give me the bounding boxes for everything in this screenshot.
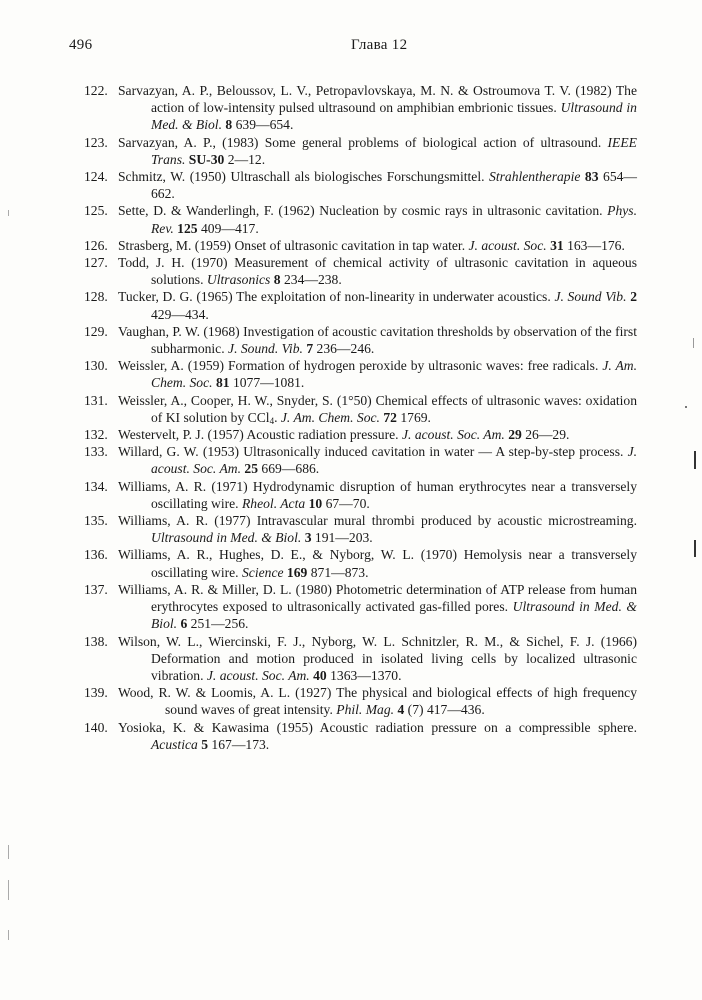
reference-item bbox=[0, 546, 702, 580]
reference-pages: 236—246. bbox=[316, 341, 375, 357]
reference-title: Acoustic radiation pressure on a compressible sphere. bbox=[319, 719, 637, 735]
reference-year: (1927) bbox=[295, 685, 332, 701]
reference-journal: J. acoust. Soc. Am. bbox=[206, 667, 310, 683]
reference-pages: 429—434. bbox=[151, 306, 209, 322]
reference-volume: 5 bbox=[201, 736, 209, 752]
reference-authors: Sette, D. & Wanderlingh, F. bbox=[118, 203, 274, 219]
reference-title: The physical and biological effects of high frequency sound waves of great intensity. bbox=[165, 685, 637, 718]
reference-journal: Ultrasound in Med. & Biol. bbox=[151, 530, 302, 546]
reference-item bbox=[0, 426, 702, 443]
reference-year: (1971) bbox=[211, 478, 248, 494]
reference-number: 137. bbox=[84, 581, 108, 597]
reference-authors: Westervelt, P. J. bbox=[118, 427, 205, 443]
reference-item bbox=[0, 443, 702, 477]
reference-item bbox=[0, 168, 702, 202]
reference-title-subscript: 4 bbox=[269, 415, 275, 426]
reference-body bbox=[118, 134, 637, 168]
reference-authors: Weissler, A. bbox=[118, 358, 184, 374]
reference-title: Ultrasonically induced cavitation in water — A step-by-step process. bbox=[243, 444, 624, 460]
reference-journal: J. acoust. Soc. bbox=[468, 237, 547, 253]
reference-journal: Phys. Rev. bbox=[151, 203, 637, 236]
reference-body bbox=[118, 202, 637, 236]
reference-number: 122. bbox=[84, 83, 108, 98]
reference-year: (1°50) bbox=[336, 392, 372, 408]
reference-year: (1977) bbox=[214, 513, 251, 529]
reference-title: Acoustic radiation pressure. bbox=[246, 427, 399, 443]
reference-year: (1957) bbox=[207, 427, 244, 443]
reference-volume: 6 bbox=[180, 616, 188, 632]
reference-year: (1950) bbox=[189, 169, 226, 185]
reference-volume: 169 bbox=[286, 564, 308, 580]
reference-title: Nucleation by cosmic rays in ultrasonic cavitation. bbox=[319, 203, 603, 219]
reference-number: 125. bbox=[84, 203, 108, 219]
reference-volume: 25 bbox=[244, 461, 258, 477]
reference-body bbox=[118, 82, 637, 134]
reference-title: Formation of hydrogen peroxide by ultrasonic waves: free radicals. bbox=[227, 358, 599, 374]
reference-volume: SU-30 bbox=[188, 151, 225, 167]
reference-pages: 417—436. bbox=[426, 702, 485, 718]
reference-pages: 26—29. bbox=[525, 427, 570, 443]
scan-mark bbox=[694, 451, 696, 469]
reference-pages: 167—173. bbox=[211, 736, 270, 752]
reference-year: (1970) bbox=[191, 255, 228, 271]
reference-year: (1959) bbox=[187, 358, 224, 374]
reference-body bbox=[118, 254, 637, 288]
reference-number: 133. bbox=[84, 444, 108, 460]
reference-pages: 409—417. bbox=[200, 220, 259, 236]
reference-title-end: . bbox=[274, 409, 278, 425]
reference-journal: Phil. Mag. bbox=[336, 702, 395, 718]
reference-year: (1953) bbox=[202, 444, 240, 460]
reference-item bbox=[0, 478, 702, 512]
reference-volume: 72 bbox=[383, 409, 397, 425]
reference-title: Ultraschall als biologisches Forschungsmittel. bbox=[230, 169, 485, 185]
reference-pages: 163—176. bbox=[567, 237, 625, 253]
reference-volume: 3 bbox=[304, 530, 312, 546]
reference-body bbox=[118, 546, 637, 580]
reference-authors: Weissler, A., Cooper, H. W., Snyder, S. bbox=[118, 392, 333, 408]
reference-volume: 29 bbox=[508, 427, 522, 443]
reference-authors: Todd, J. H. bbox=[118, 255, 185, 271]
reference-year: (1962) bbox=[278, 203, 315, 219]
reference-number: 139. bbox=[84, 685, 108, 701]
reference-authors: Strasberg, M. bbox=[118, 237, 192, 253]
reference-item bbox=[0, 719, 702, 753]
reference-pages: 251—256. bbox=[190, 616, 249, 632]
reference-authors: Wood, R. W. & Loomis, A. L. bbox=[118, 685, 291, 701]
reference-authors: Tucker, D. G. bbox=[118, 289, 193, 305]
reference-authors: Vaughan, P. W. bbox=[118, 323, 200, 339]
reference-volume: 8 bbox=[273, 272, 281, 288]
reference-authors: Williams, A. R. & Miller, D. L. bbox=[118, 581, 292, 597]
reference-volume: 31 bbox=[550, 237, 564, 253]
reference-year: (1955) bbox=[276, 719, 313, 735]
reference-journal: Ultrasound in Med. & Biol. bbox=[151, 100, 637, 133]
reference-authors: Williams, A. R., Hughes, D. E., & Nyborg, W. L. bbox=[118, 547, 415, 563]
reference-item bbox=[0, 512, 702, 546]
reference-journal: Ultrasound in Med. & Biol. bbox=[151, 599, 638, 632]
reference-journal: J. Sound. Vib. bbox=[228, 341, 303, 357]
reference-body bbox=[118, 288, 637, 322]
reference-title: Onset of ultrasonic cavitation in tap water. bbox=[234, 237, 466, 253]
reference-number: 123. bbox=[84, 134, 108, 150]
scan-mark bbox=[8, 930, 9, 940]
reference-journal: J. Am. Chem. Soc. bbox=[151, 358, 638, 391]
reference-item bbox=[0, 202, 702, 236]
reference-item bbox=[0, 237, 702, 254]
reference-journal: J. Sound Vib. bbox=[554, 289, 627, 305]
reference-body bbox=[118, 426, 637, 443]
reference-pages: 669—686. bbox=[261, 461, 320, 477]
reference-body bbox=[118, 684, 637, 718]
reference-volume: 10 bbox=[308, 495, 323, 511]
reference-year: (1966) bbox=[600, 633, 637, 649]
reference-title: Investigation of acoustic cavitation thresholds by observation of the first subharmonic. bbox=[151, 323, 637, 357]
reference-volume: 125 bbox=[177, 220, 198, 236]
scan-mark bbox=[8, 845, 9, 859]
reference-title: Some general problems of biological action of ultrasound. bbox=[264, 134, 602, 150]
reference-body bbox=[118, 443, 638, 477]
reference-number: 130. bbox=[84, 358, 108, 374]
chapter-title: Глава 12 bbox=[351, 37, 408, 53]
reference-year: (1970) bbox=[420, 547, 458, 563]
reference-title: The exploitation of non-linearity in underwater acoustics. bbox=[236, 289, 551, 305]
reference-year: (1968) bbox=[203, 323, 240, 339]
reference-pages: 1769. bbox=[400, 409, 431, 425]
reference-volume: 81 bbox=[215, 375, 230, 391]
reference-item bbox=[0, 633, 702, 685]
reference-journal: J. acoust. Soc. Am. bbox=[151, 444, 638, 477]
reference-volume: 7 bbox=[306, 341, 314, 357]
reference-body bbox=[118, 237, 637, 254]
reference-title: Deformation and motion produced in isolated living cells by localized ultrasonic vibration. bbox=[151, 650, 637, 683]
reference-year: (1965) bbox=[196, 289, 233, 305]
reference-journal: Rheol. Acta bbox=[242, 495, 306, 511]
reference-item bbox=[0, 134, 702, 168]
reference-item bbox=[0, 288, 702, 322]
reference-journal: J. Am. Chem. Soc. bbox=[280, 409, 380, 425]
reference-authors: Yosioka, K. & Kawasima bbox=[118, 719, 270, 735]
reference-title: Measurement of chemical activity of ultrasonic cavitation in aqueous solutions. bbox=[151, 255, 637, 288]
reference-year: (1982) bbox=[575, 83, 612, 98]
page-number: 496 bbox=[69, 37, 93, 53]
reference-title: Hemolysis near a transversely oscillating wire. bbox=[151, 547, 637, 580]
reference-journal: Science bbox=[242, 564, 284, 580]
reference-body bbox=[118, 323, 637, 357]
reference-volume: 83 bbox=[584, 169, 599, 185]
reference-volume: 40 bbox=[313, 667, 327, 683]
reference-body bbox=[118, 478, 638, 512]
reference-title: Chemical effects of ultrasonic waves: oxidation of KI solution by CCl bbox=[151, 392, 638, 425]
reference-title: The action of low-intensity pulsed ultrasound on amphibian embrionic tissues. bbox=[151, 83, 637, 116]
reference-item bbox=[0, 254, 702, 288]
reference-pages: 871—873. bbox=[310, 564, 369, 580]
reference-body bbox=[118, 168, 638, 202]
reference-number: 134. bbox=[84, 478, 108, 494]
reference-number: 127. bbox=[84, 255, 108, 271]
reference-year: (1983) bbox=[222, 134, 259, 150]
reference-body bbox=[118, 392, 638, 426]
reference-number: 126. bbox=[84, 237, 108, 253]
reference-item bbox=[0, 82, 702, 134]
reference-authors: Willard, G. W. bbox=[118, 444, 199, 460]
reference-pages: 234—238. bbox=[283, 272, 342, 288]
reference-body bbox=[118, 719, 637, 753]
reference-authors: Williams, A. R. bbox=[118, 478, 207, 494]
scan-mark bbox=[8, 210, 9, 216]
reference-journal: Ultrasonics bbox=[206, 272, 271, 288]
reference-body bbox=[118, 357, 638, 391]
scan-mark bbox=[693, 338, 694, 348]
reference-title: Photometric determination of ATP release from human erythrocytes exposed to ultrasonically activated gas-filled pores. bbox=[151, 581, 637, 615]
reference-number: 136. bbox=[84, 547, 108, 563]
reference-journal: Strahlentherapie bbox=[489, 169, 581, 185]
reference-journal: J. acoust. Soc. Am. bbox=[401, 427, 505, 443]
reference-journal: Acustica bbox=[151, 736, 198, 752]
reference-title: Hydrodynamic disruption of human erythrocytes near a transversely oscillating wire. bbox=[151, 478, 638, 511]
reference-number: 124. bbox=[84, 169, 108, 185]
scan-mark bbox=[685, 406, 687, 408]
reference-issue: (7) bbox=[407, 702, 424, 718]
reference-item bbox=[0, 684, 702, 718]
reference-item bbox=[0, 323, 702, 357]
reference-body bbox=[118, 581, 638, 633]
reference-year: (1959) bbox=[194, 237, 232, 253]
reference-number: 140. bbox=[84, 719, 108, 735]
reference-authors: Sarvazyan, A. P., Beloussov, L. V., Petropavlovskaya, M. N. & Ostroumova T. V. bbox=[118, 83, 571, 98]
reference-number: 131. bbox=[84, 392, 108, 408]
reference-pages: 639—654. bbox=[235, 117, 294, 133]
reference-authors: Sarvazyan, A. P., bbox=[118, 134, 216, 150]
reference-item bbox=[0, 392, 702, 426]
reference-item bbox=[0, 357, 702, 391]
reference-body bbox=[118, 512, 638, 546]
reference-pages: 67—70. bbox=[325, 495, 370, 511]
reference-number: 138. bbox=[84, 633, 108, 649]
reference-number: 132. bbox=[84, 427, 108, 443]
reference-body bbox=[118, 633, 637, 685]
reference-number: 135. bbox=[84, 513, 108, 529]
reference-list bbox=[0, 82, 702, 753]
reference-pages: 191—203. bbox=[314, 530, 373, 546]
reference-authors: Schmitz, W. bbox=[118, 169, 186, 185]
reference-pages: 1077—1081. bbox=[232, 375, 305, 391]
reference-pages: 1363—1370. bbox=[330, 667, 402, 683]
reference-authors: Williams, A. R. bbox=[118, 513, 209, 529]
reference-journal: IEEE Trans. bbox=[151, 134, 637, 167]
scan-mark bbox=[8, 880, 9, 900]
reference-title: Intravascular mural thrombi produced by acoustic microstreaming. bbox=[256, 513, 638, 529]
reference-pages: 2—12. bbox=[227, 151, 266, 167]
reference-volume: 8 bbox=[225, 117, 233, 133]
reference-number: 129. bbox=[84, 323, 108, 339]
scan-mark bbox=[694, 540, 696, 557]
reference-item bbox=[0, 581, 702, 633]
reference-volume: 2 bbox=[630, 289, 637, 305]
reference-pages: 654—662. bbox=[151, 169, 638, 202]
reference-number: 128. bbox=[84, 289, 108, 305]
reference-authors: Wilson, W. L., Wiercinski, F. J., Nyborg, W. L. Schnitzler, R. M., & Sichel, F. J. bbox=[118, 633, 595, 649]
reference-year: (1980) bbox=[295, 581, 332, 597]
reference-volume: 4 bbox=[397, 702, 405, 718]
